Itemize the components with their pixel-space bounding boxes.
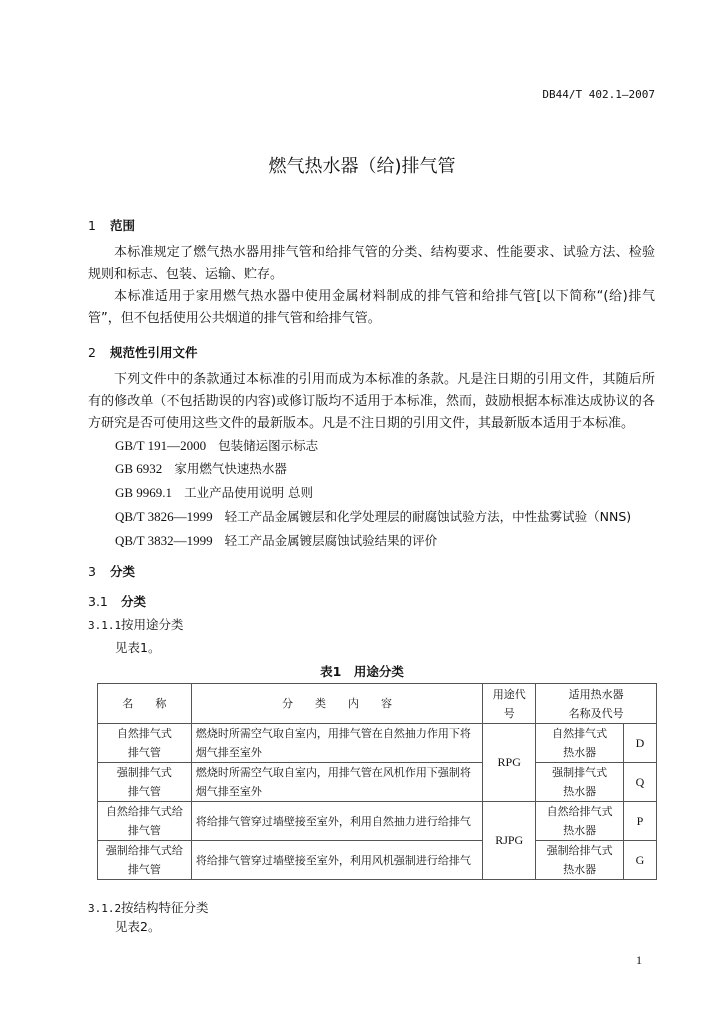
- reference-item: [115, 507, 631, 525]
- section-number: 3.1.1: [88, 619, 122, 632]
- cell-name: 强制给排气式给 排气管: [98, 841, 192, 880]
- page-title: 燃气热水器（给)排气管: [268, 156, 456, 177]
- standard-number: DB44/T 402.1—2007: [542, 88, 655, 101]
- cell-name: 强制排气式 排气管: [98, 763, 192, 802]
- table-row: [98, 841, 657, 880]
- paragraph: 本标准适用于家用燃气热水器中使用金属材料制成的排气管和给排气管[以下简称“(给)排气管”，但不包括使用公共烟道的排气管和给排气管。: [88, 289, 655, 326]
- reference-code: GB 9969.1: [115, 485, 173, 500]
- cell-heater: 强制排气式 热水器: [536, 763, 624, 802]
- cell-code: RPG: [483, 724, 536, 802]
- cell-letter: P: [624, 802, 657, 841]
- table-row: [98, 802, 657, 841]
- reference-title: 包装储运图示标志: [218, 438, 319, 453]
- section-title: 按结构特征分类: [121, 900, 209, 915]
- cell-letter: G: [624, 841, 657, 880]
- paragraph: 下列文件中的条款通过本标准的引用而成为本标准的条款。凡是注日期的引用文件，其随后所有的修改单（不包括勘误的内容)或修订版均不适用于本标准，然而，鼓励根据本标准达成协议的各方研究是否可使用这些文件的最新版本。凡是不注日期的引用文件，其最新版本适用于本标准。: [88, 372, 655, 431]
- page-number: 1: [636, 953, 642, 967]
- reference-item: [115, 531, 437, 549]
- see-table-note: 见表1。: [115, 640, 161, 655]
- section-3-heading: [88, 562, 135, 580]
- section-3-1-1-heading: [88, 615, 184, 633]
- section-number: 2: [88, 345, 96, 360]
- section-number: 3.1.2: [88, 902, 122, 915]
- section-number: 3: [88, 564, 96, 579]
- cell-name: 自然给排气式给 排气管: [98, 802, 192, 841]
- section-3-1-2-heading: [88, 898, 209, 916]
- reference-item: [115, 459, 287, 477]
- cell-content: 将给排气管穿过墙壁接至室外，利用自然抽力进行给排气: [191, 802, 482, 841]
- header-content: 分 类 内 容: [191, 684, 482, 724]
- reference-code: GB/T 191—2000: [115, 438, 207, 453]
- cell-heater: 自然给排气式 热水器: [536, 802, 624, 841]
- cell-content: 燃烧时所需空气取自室内，用排气管在自然抽力作用下将 烟气排至室外: [191, 724, 482, 763]
- cell-code: RJPG: [483, 802, 536, 880]
- header-code: 用途代号: [483, 684, 536, 724]
- header-heater-line: 名称及代号: [568, 706, 624, 720]
- cell-heater: 强制给排气式 热水器: [536, 841, 624, 880]
- cell-name: 自然排气式 排气管: [98, 724, 192, 763]
- reference-item: [115, 483, 313, 501]
- header-heater-line: 适用热水器: [568, 687, 624, 701]
- see-table-note: 见表2。: [115, 919, 161, 934]
- table-header-row: [98, 684, 657, 724]
- section-2-heading: [88, 343, 198, 361]
- section-number: 3.1: [88, 594, 108, 609]
- usage-classification-table: [97, 683, 657, 880]
- section-3-1-heading: [88, 592, 146, 610]
- section-1-heading: [88, 216, 135, 234]
- header-name: 名 称: [98, 684, 192, 724]
- reference-code: GB 6932: [115, 461, 163, 476]
- table-caption: 表1 用途分类: [320, 664, 404, 679]
- section-title: 范围: [110, 218, 136, 233]
- reference-title: 工业产品使用说明 总则: [184, 485, 314, 500]
- table-row: [98, 763, 657, 802]
- paragraph: 本标准规定了燃气热水器用排气管和给排气管的分类、结构要求、性能要求、试验方法、检验规则和标志、包装、运输、贮存。: [88, 245, 655, 282]
- section-title: 分类: [121, 594, 147, 609]
- section-number: 1: [88, 218, 96, 233]
- table-row: [98, 724, 657, 763]
- reference-title: 家用燃气快速热水器: [174, 461, 287, 476]
- section-title: 规范性引用文件: [110, 345, 198, 360]
- cell-content: 燃烧时所需空气取自室内，用排气管在风机作用下强制将 烟气排至室外: [191, 763, 482, 802]
- section-title: 分类: [110, 564, 136, 579]
- cell-letter: D: [624, 724, 657, 763]
- reference-code: QB/T 3826—1999: [115, 509, 213, 524]
- cell-content: 将给排气管穿过墙壁接至室外，利用风机强制进行给排气: [191, 841, 482, 880]
- reference-title: 轻工产品金属镀层腐蚀试验结果的评价: [224, 533, 438, 548]
- header-heater: [536, 684, 657, 724]
- cell-heater: 自然排气式 热水器: [536, 724, 624, 763]
- cell-letter: Q: [624, 763, 657, 802]
- reference-code: QB/T 3832—1999: [115, 533, 213, 548]
- section-title: 按用途分类: [121, 617, 184, 632]
- reference-item: [115, 436, 318, 454]
- reference-title: 轻工产品金属镀层和化学处理层的耐腐蚀试验方法，中性盐雾试验（NNS): [224, 509, 632, 524]
